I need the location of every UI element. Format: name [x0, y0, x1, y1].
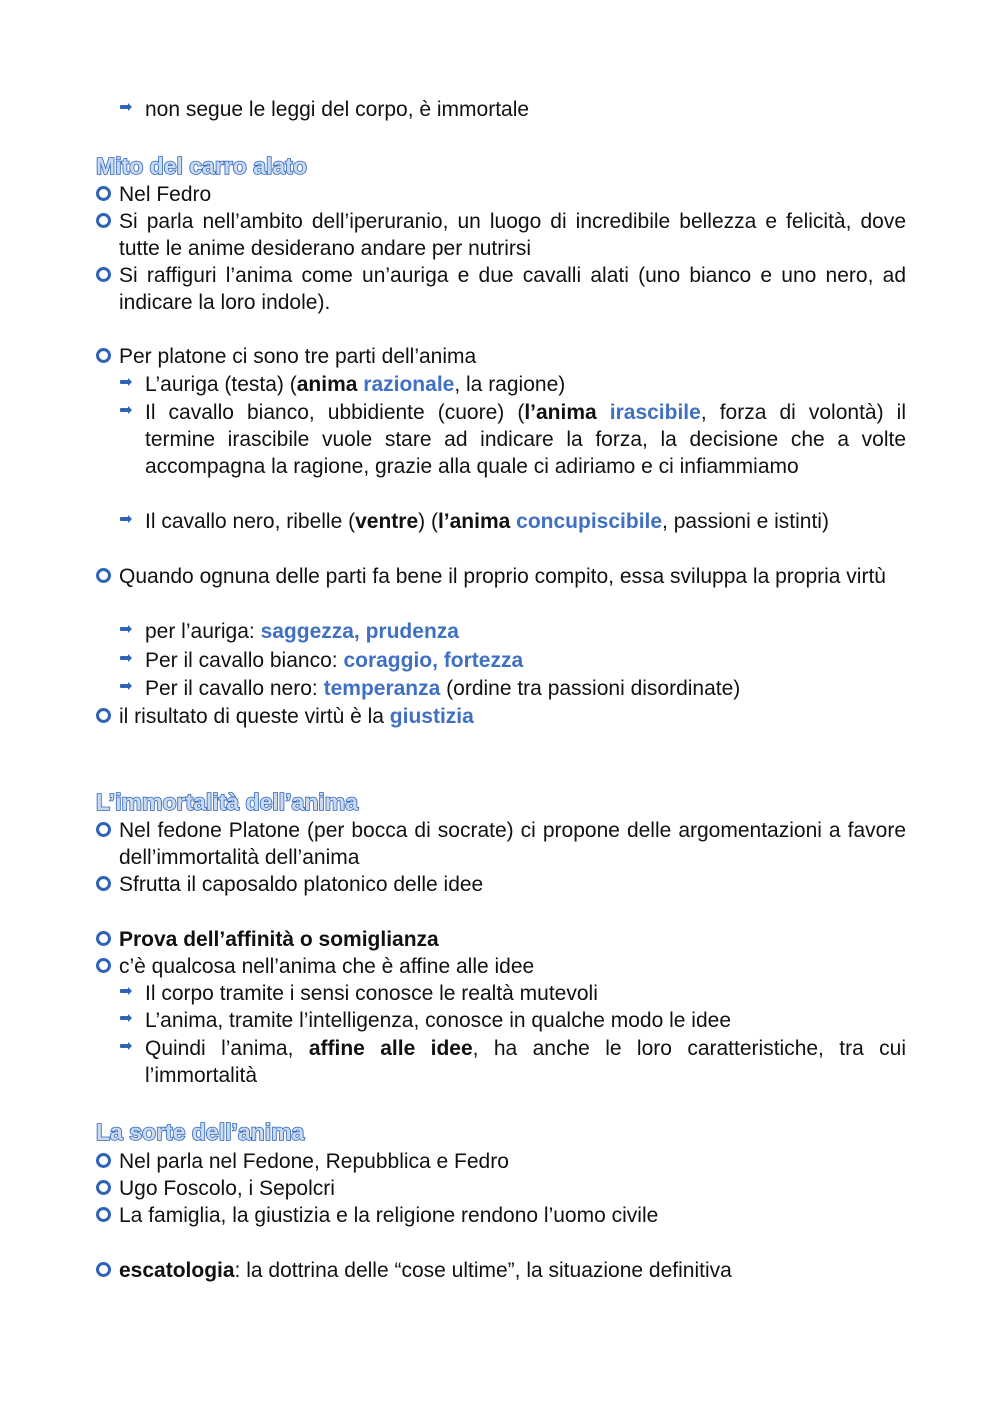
text: Per il cavallo bianco: [145, 649, 344, 672]
list-item [145, 399, 906, 480]
text: , ha anche le loro caratteristiche, tra cui l’immortalità [145, 1037, 906, 1087]
ring-bullet-icon [96, 348, 111, 363]
highlight-term: saggezza, prudenza [260, 620, 459, 643]
list-item: Si raffiguri l’anima come un’auriga e due cavalli alati (uno bianco e uno nero, ad indicare la loro indole). [119, 264, 906, 314]
text: ) ( [418, 510, 438, 533]
text: Quindi l’anima, [145, 1037, 309, 1060]
highlight-term: razionale [363, 373, 455, 396]
dash-bullet-icon [120, 517, 130, 521]
ring-bullet-icon [96, 1262, 111, 1277]
section-heading-carro-alato: Mito del carro alato [96, 153, 307, 179]
ring-bullet-icon [96, 1153, 111, 1168]
bold-term: l’anima [524, 401, 597, 424]
dash-bullet-icon [120, 408, 130, 412]
list-item: L’anima, tramite l’intelligenza, conosce in qualche modo le idee [145, 1009, 732, 1032]
ring-bullet-icon [96, 931, 111, 946]
dash-bullet-icon [120, 1044, 130, 1048]
list-item: Il corpo tramite i sensi conosce le realtà mutevoli [145, 982, 598, 1005]
bold-term: affine alle idee [308, 1037, 473, 1060]
text: Il cavallo nero, ribelle ( [145, 510, 356, 533]
dash-bullet-icon [120, 627, 130, 631]
ring-bullet-icon [96, 1180, 111, 1195]
list-item [119, 703, 474, 730]
ring-bullet-icon [96, 213, 111, 228]
section-heading-immortalita: L’immortalità dell’anima [96, 789, 359, 815]
highlight-term: concupiscibile [516, 510, 663, 533]
highlight-term: irascibile [609, 401, 701, 424]
list-item: Nel Fedro [119, 183, 212, 206]
list-item: Sfrutta il caposaldo platonico delle idee [119, 873, 484, 896]
text: Il cavallo bianco, ubbidiente (cuore) ( [145, 401, 525, 424]
bold-term: anima [296, 373, 358, 396]
text: , la ragione) [454, 373, 566, 396]
highlight-term: coraggio, fortezza [343, 649, 524, 672]
dash-bullet-icon [120, 989, 130, 993]
list-item: Ugo Foscolo, i Sepolcri [119, 1177, 335, 1200]
list-item: Per platone ci sono tre parti dell’anima [119, 345, 477, 368]
section-heading-sorte: La sorte dell’anima [96, 1119, 305, 1145]
ring-bullet-icon [96, 267, 111, 282]
list-item [145, 618, 459, 645]
dash-bullet-icon [120, 380, 130, 384]
bold-term: l’anima [437, 510, 511, 533]
list-item: Si parla nell’ambito dell’iperuranio, un luogo di incredibile bellezza e felicità, dove tutte le anime desiderano andare per nutrirsi [119, 210, 906, 260]
ring-bullet-icon [96, 876, 111, 891]
list-item [145, 1035, 906, 1089]
list-item: La famiglia, la giustizia e la religione rendono l’uomo civile [119, 1204, 659, 1227]
list-item: Prova dell’affinità o somiglianza [119, 928, 439, 951]
ring-bullet-icon [96, 708, 111, 723]
text: , forza di volontà) il termine irascibile vuole stare ad indicare la forza, la decisione che a volte accompagna la ragione, grazie alla quale ci adiriamo e ci infiammiamo [145, 401, 906, 478]
dash-bullet-icon [120, 105, 130, 109]
list-item [145, 647, 523, 674]
ring-bullet-icon [96, 1207, 111, 1222]
text: L’auriga (testa) ( [145, 373, 297, 396]
list-item: Nel fedone Platone (per bocca di socrate) ci propone delle argomentazioni a favore dell’immortalità dell’anima [119, 819, 906, 869]
text: : la dottrina delle “cose ultime”, la situazione definitiva [234, 1259, 732, 1282]
text [597, 401, 610, 424]
bold-term: escatologia [119, 1259, 235, 1282]
ring-bullet-icon [96, 186, 111, 201]
text: il risultato di queste virtù è la [119, 705, 390, 728]
list-item [119, 1257, 732, 1284]
text: per l’auriga: [145, 620, 261, 643]
text: (ordine tra passioni disordinate) [440, 677, 741, 700]
list-item [145, 371, 565, 398]
list-item [145, 508, 829, 535]
highlight-term: temperanza [323, 677, 441, 700]
ring-bullet-icon [96, 822, 111, 837]
text: , passioni e istinti) [662, 510, 829, 533]
dash-bullet-icon [120, 1016, 130, 1020]
dash-bullet-icon [120, 656, 130, 660]
highlight-term: giustizia [389, 705, 474, 728]
dash-bullet-icon [120, 684, 130, 688]
list-item: Nel parla nel Fedone, Repubblica e Fedro [119, 1150, 509, 1173]
list-item: Quando ognuna delle parti fa bene il proprio compito, essa sviluppa la propria virtù [119, 565, 886, 588]
list-item: non segue le leggi del corpo, è immortale [145, 98, 530, 121]
ring-bullet-icon [96, 958, 111, 973]
ring-bullet-icon [96, 568, 111, 583]
bold-term: ventre [355, 510, 419, 533]
text: Per il cavallo nero: [145, 677, 324, 700]
list-item [145, 675, 740, 702]
list-item: c’è qualcosa nell’anima che è affine alle idee [119, 955, 535, 978]
